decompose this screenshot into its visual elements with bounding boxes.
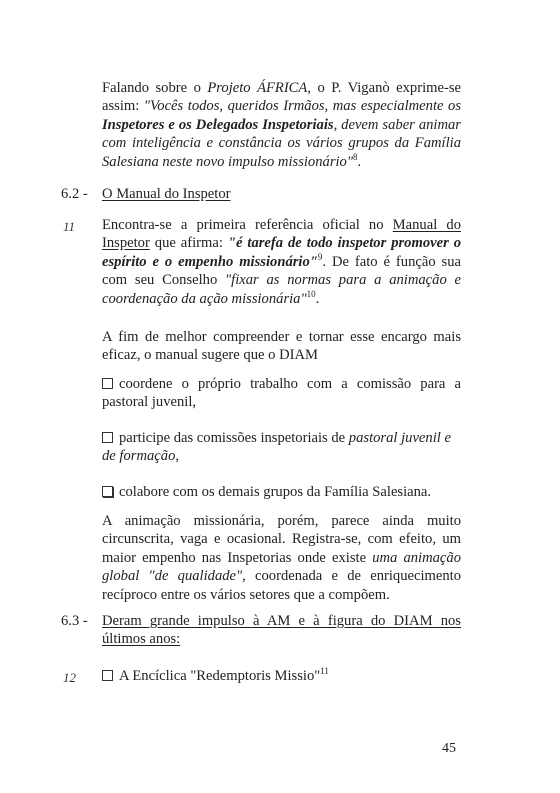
bullet-3-text: colabore com os demais grupos da Família Salesiana.: [119, 484, 432, 500]
manual-paragraph: [102, 216, 461, 308]
page-number: 45: [442, 741, 456, 756]
footnote-ref-10: 10: [306, 288, 316, 299]
section-6-3-title: Deram grande impulso à AM e à figura do DIAM nos últimos anos:: [102, 613, 461, 647]
bullet-item-3: [102, 483, 461, 501]
encyclical-text: A Encíclica "Redemptoris Missio": [119, 668, 321, 684]
animation-text-a: A animação missionária, porém, parece ainda muito circunscrita, vaga e ocasional. Registra-se, com efeito, um maior empenho nas Inspetorias onde existe: [102, 513, 461, 566]
manual-text-a: Encontra-se a primeira referência oficial no: [102, 217, 393, 233]
bullet-2-text-b: pastoral juvenil e de formação,: [102, 430, 451, 465]
manual-quote-italic: "fixar as normas para a animação e coordenação da ação missionária": [102, 272, 461, 307]
section-6-2-number: 6.2 -: [61, 186, 88, 202]
encyclical-item: [102, 667, 461, 685]
footnote-ref-11: 11: [320, 666, 329, 677]
checkbox-icon: [102, 486, 113, 497]
quote-part-2: , devem saber animar com inteligência e constância os vários grupos da Família Salesiana neste novo impulso missionário": [102, 116, 461, 170]
project-name: Projeto ÁFRICA: [207, 80, 308, 96]
footnote-ref-8: 8: [352, 151, 358, 162]
section-6-2-title: O Manual do Inspetor: [102, 186, 231, 202]
intro-paragraph: [102, 79, 461, 171]
section-6-3-number: 6.3 -: [61, 613, 88, 629]
checkbox-icon: [102, 378, 113, 389]
paragraph-marker-11: 11: [63, 219, 76, 234]
intro-end: .: [357, 153, 362, 170]
manual-text-c: que afirma:: [149, 235, 228, 252]
manual-text-e: . De fato é função sua com seu Conselho: [102, 253, 461, 289]
bullet-item-1: [102, 375, 461, 412]
paragraph-marker-12: 12: [63, 670, 76, 685]
checkbox-icon: [102, 670, 113, 681]
animation-quote: uma animação global "de qualidade": [102, 549, 461, 585]
bullet-1-text: coordene o próprio trabalho com a comissão para a pastoral juvenil,: [102, 376, 461, 411]
animation-text-c: , coordenada e de enriquecimento recíproco entre os vários setores que a compõem.: [102, 568, 461, 603]
intro-text-a: Falando sobre o: [102, 80, 208, 96]
quote-part-1: "Vocês todos, queridos Irmãos, mas especialmente os: [143, 98, 462, 115]
manual-quote-bold: "é tarefa de todo inspetor promover o espírito e o empenho missionário": [102, 235, 461, 270]
diam-intro-paragraph: A fim de melhor compreender e tornar esse encargo mais eficaz, o manual sugere que o DIAM: [102, 329, 461, 364]
footnote-ref-9: 9: [317, 251, 323, 262]
bullet-item-2: [102, 429, 461, 466]
quote-bold: Inspetores e os Delegados Inspetoriais: [102, 116, 334, 133]
bullet-2-text-a: participe das comissões inspetoriais de: [119, 430, 349, 446]
checkbox-icon: [102, 432, 113, 443]
manual-title-underlined: Manual do Inspetor: [102, 217, 461, 252]
animation-paragraph: [102, 512, 461, 604]
intro-text-c: , o P. Viganò exprime-se assim:: [102, 80, 461, 115]
manual-text-g: .: [315, 290, 320, 307]
